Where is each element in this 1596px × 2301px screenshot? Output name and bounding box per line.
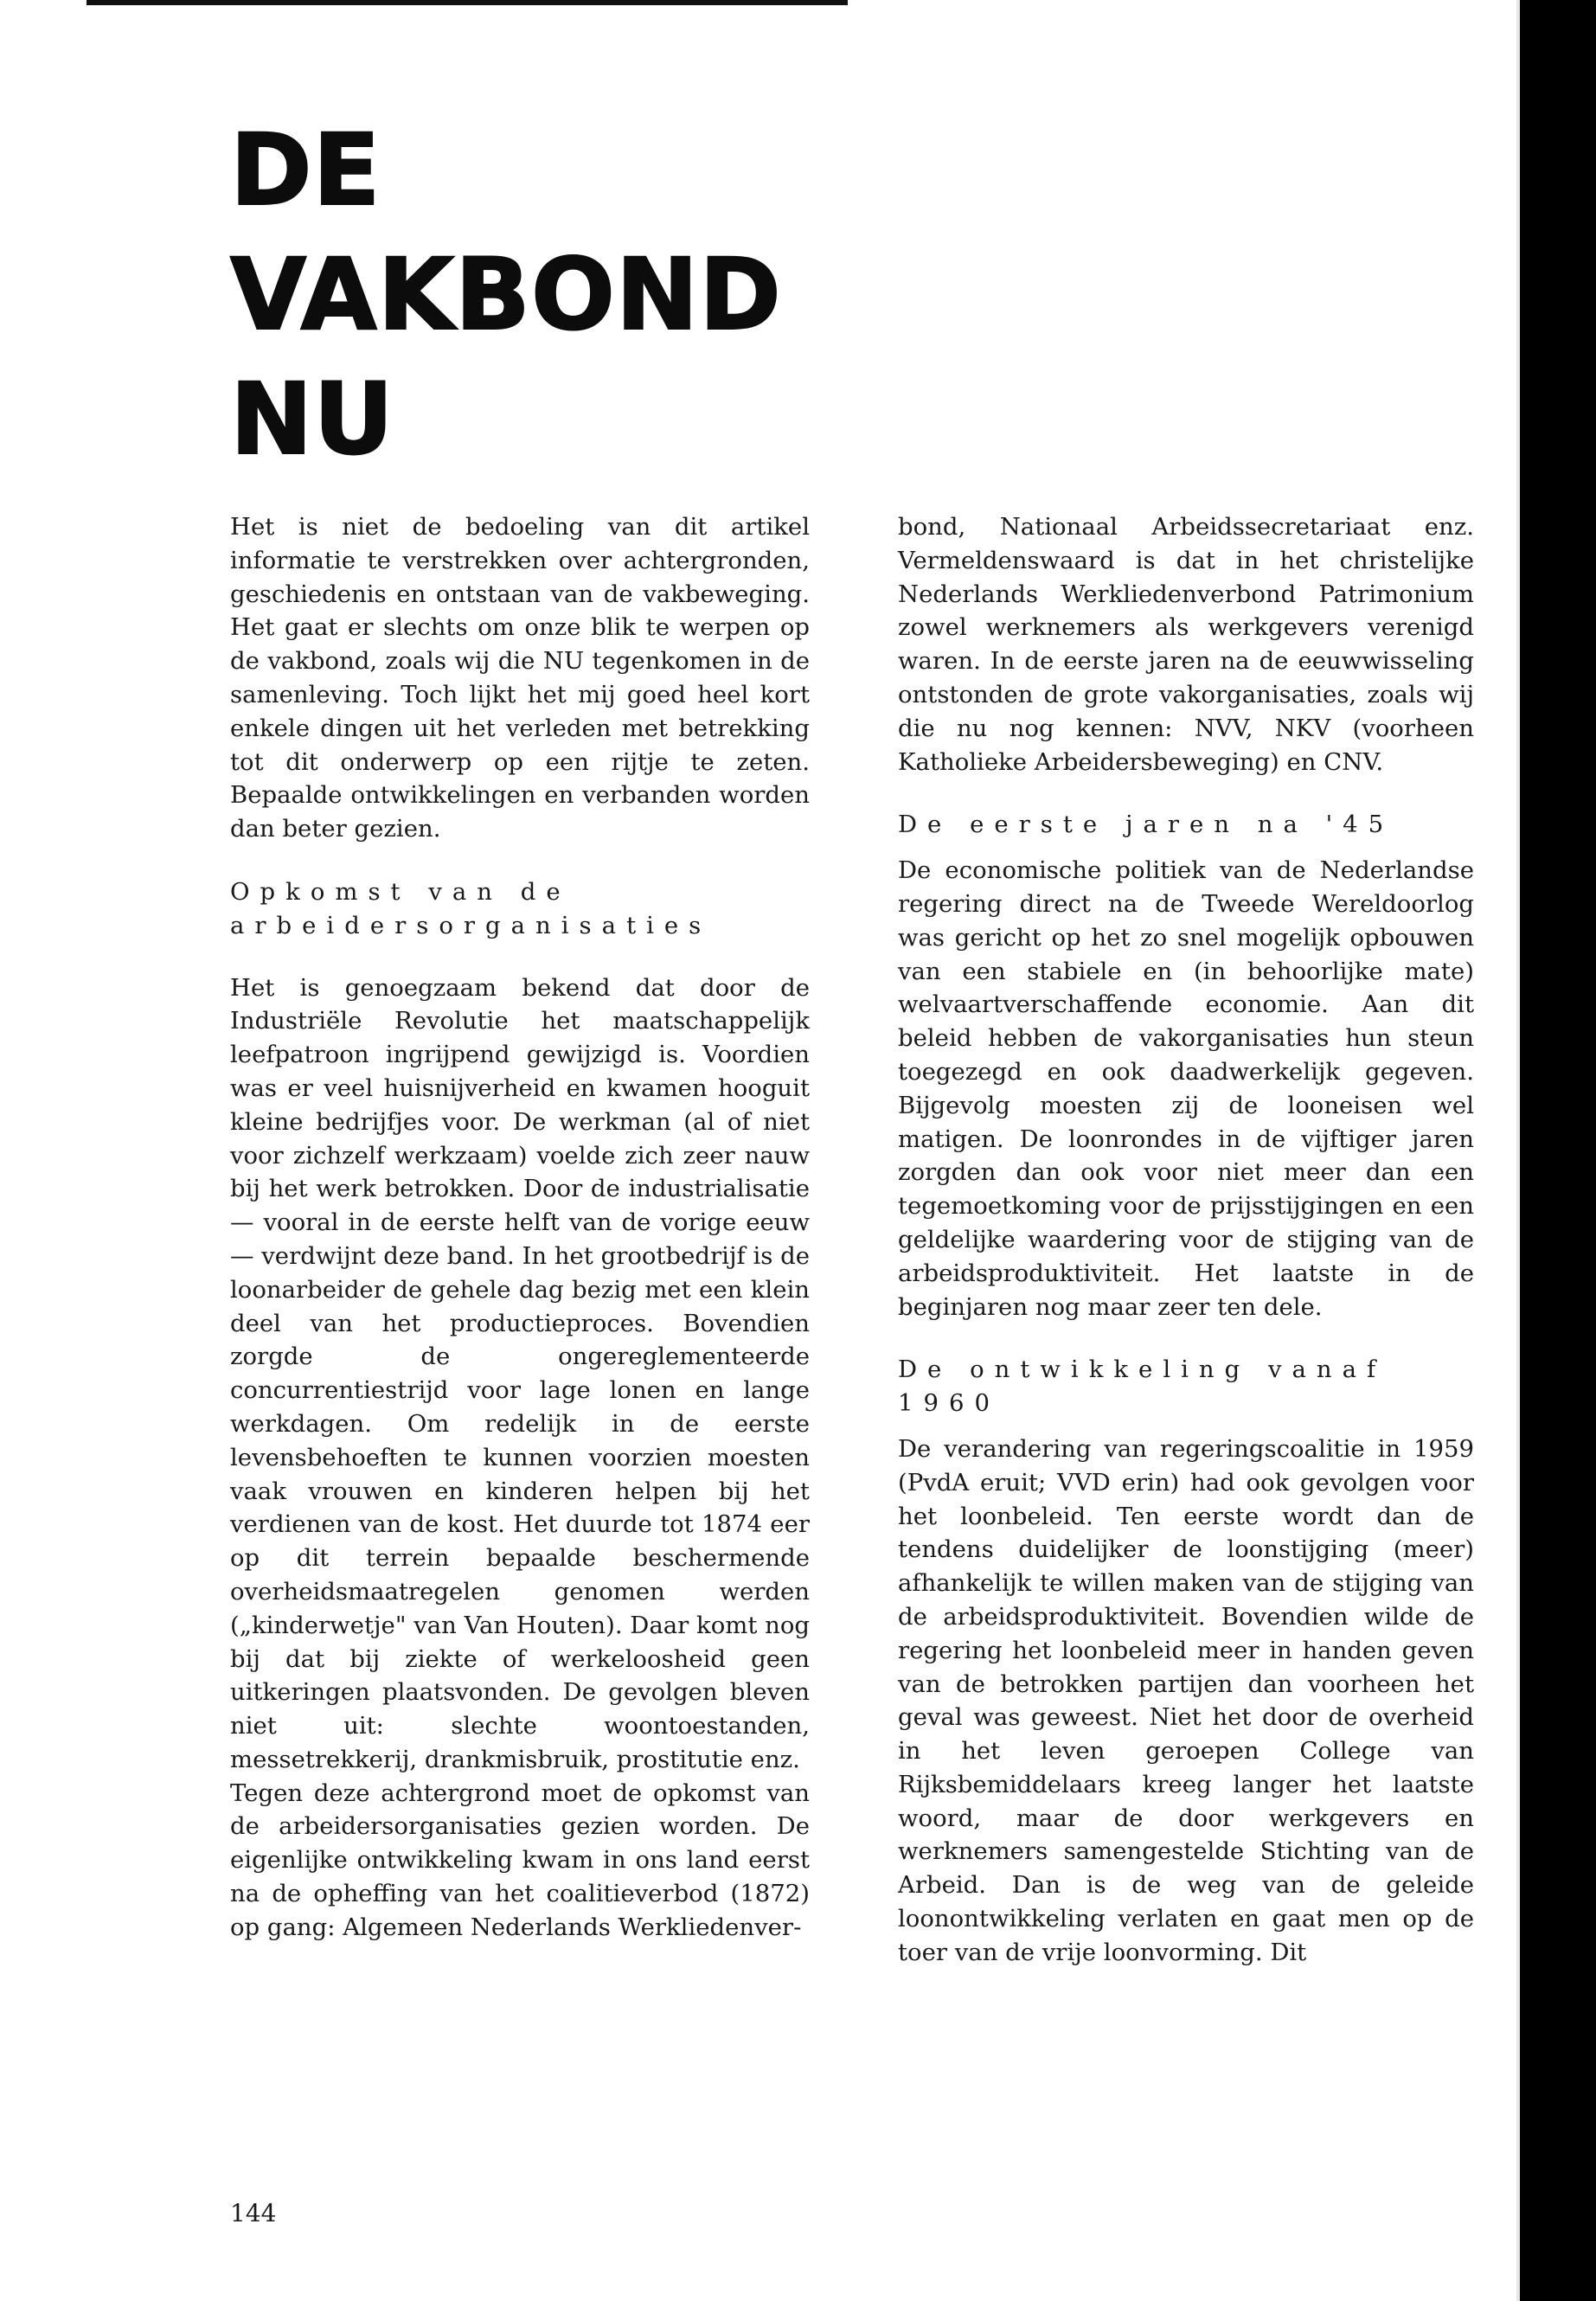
right-column [898,510,1474,1970]
article-headline [230,108,782,482]
ontwikkeling-1960-paragraph: De verandering van regeringscoalitie in 1959 (PvdA eruit; VVD erin) had ook gevolgen voor het loonbeleid. Ten eerste wordt dan de tendens duidelijker de loonstijging (meer) afhankelijk te willen maken van de stijging van de arbeidsproduktiviteit. Bovendien wilde de regering het loonbeleid meer in handen geven van de betrokken partijen dan voorheen het geval was geweest. Niet het door de overheid in het leven geroepen College van Rijksbemiddelaars kreeg langer het laatste woord, maar de door werkgevers en werknemers samengestelde Stichting van de Arbeid. Dan is de weg van de geleide loonontwikkeling verlaten en gaat men op de toer van de vrije loonvorming. Dit [898,1434,1474,1966]
section-heading-opkomst: Opkomst van de arbeidersorganisaties [230,877,712,939]
top-rule [87,0,848,5]
eerste-jaren-paragraph: De economische politiek van de Nederlandse regering direct na de Tweede Wereldoorlog was gericht op het zo snel mogelijk opbouwen van een stabiele en (in behoorlijke mate) welvaartverschaffende economie. Aan dit beleid hebben de vakorganisaties hun steun toegezegd en ook daadwerkelijk gegeven. Bijgevolg moesten zij de looneisen wel matigen. De loonrondes in de vijftiger jaren zorgden dan ook voor niet meer dan een tegemoetkoming voor de prijsstijgingen en een geldelijke waardering voor de stijging van de arbeidsproduktiviteit. Het laatste in de beginjaren nog maar zeer ten dele. [898,856,1474,1321]
left-column [230,510,810,1945]
headline-line-1: DE [230,112,381,228]
headline-line-2: VAKBOND [230,237,782,352]
opkomst-paragraph-2: Tegen deze achtergrond moet de opkomst van de arbeidersorganisaties gezien worden. De eigenlijke ontwikkeling kwam in ons land eerst na de opheffing van het coalitieverbod (1872) op gang: Algemeen Nederlands Werkliedenver- [230,1779,810,1941]
headline-line-3: NU [230,362,394,477]
section-heading-ontwikkeling-1960: De ontwikkeling vanaf 1960 [898,1356,1387,1418]
page-number: 144 [230,2199,277,2227]
continuation-paragraph: bond, Nationaal Arbeidssecretariaat enz. Vermeldenswaard is dat in het christelijke Nederlands Werkliedenverbond Patrimonium zowel werknemers als werkgevers verenigd waren. In de eerste jaren na de eeuwwisseling ontstonden de grote vakorganisaties, zoals wij die nu nog kennen: NVV, NKV (voorheen Katholieke Arbeidersbeweging) en CNV. [898,513,1474,776]
opkomst-paragraph-1: Het is genoegzaam bekend dat door de Industriële Revolutie het maatschappelijk leefpatroon ingrijpend gewijzigd is. Voordien was er veel huisnijverheid en kwamen hooguit kleine bedrijfjes voor. De werkman (al of niet voor zichzelf werkzaam) voelde zich zeer nauw bij het werk betrokken. Door de industrialisatie — vooral in de eerste helft van de vorige eeuw — verdwijnt deze band. In het grootbedrijf is de loonarbeider de gehele dag bezig met een klein deel van het productieproces. Bovendien zorgde de ongereglementeerde concurrentiestrijd voor lage lonen en lange werkdagen. Om redelijk in de eerste levensbehoeften te kunnen voorzien moesten vaak vrouwen en kinderen helpen bij het verdienen van de kost. Het duurde tot 1874 eer op dit terrein bepaalde beschermende overheidsmaatregelen genomen werden („kinderwetje" van Van Houten). Daar komt nog bij dat bij ziekte of werkeloosheid geen uitkeringen plaatsvonden. De gevolgen bleven niet uit: slechte woontoestanden, messetrekkerij, drankmisbruik, prostitutie enz. [230,973,810,1773]
scan-border-bar [1520,0,1596,2301]
intro-paragraph: Het is niet de bedoeling van dit artikel informatie te verstrekken over achtergronden, geschiedenis en ontstaan van de vakbeweging. Het gaat er slechts om onze blik te werpen op de vakbond, zoals wij die NU tegenkomen in de samenleving. Toch lijkt het mij goed heel kort enkele dingen uit het verleden met betrekking tot dit onderwerp op een rijtje te zeten. Bepaalde ontwikkelingen en verbanden worden dan beter gezien. [230,513,810,843]
section-heading-eerste-jaren: De eerste jaren na '45 [898,811,1394,839]
